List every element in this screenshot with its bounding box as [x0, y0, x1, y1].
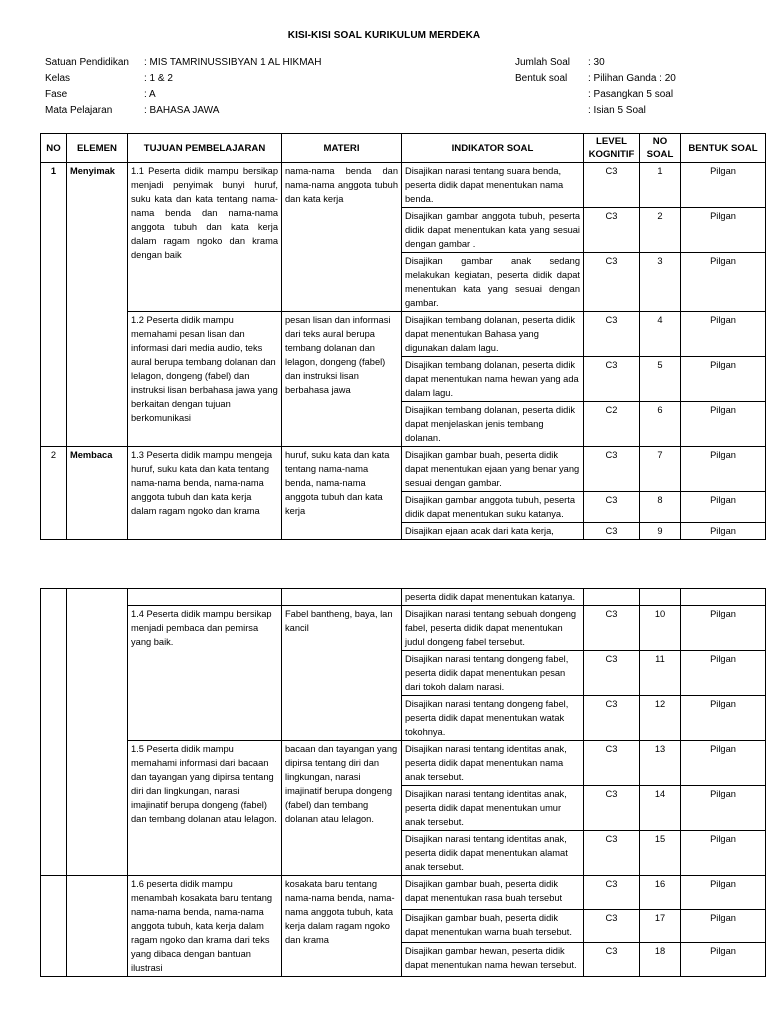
no-soal-cell [640, 589, 681, 606]
level-cell: C3 [584, 909, 640, 943]
bentuk-cell: Pilgan [681, 208, 766, 253]
indikator-cell: Disajikan narasi tentang identitas anak, peserta didik dapat menentukan nama anak tersebut. [402, 741, 584, 786]
indikator-cell: Disajikan tembang dolanan, peserta didik dapat menentukan nama hewan yang ada dalam lagu. [402, 357, 584, 402]
info-value: : 1 & 2 [144, 73, 173, 84]
header-indikator: INDIKATOR SOAL [402, 134, 584, 163]
bentuk-cell: Pilgan [681, 786, 766, 831]
materi-cell: pesan lisan dan informasi dari teks aural berupa tembang dolanan dan lelagon, dongeng (fabel) dan instruksi lisan berbahasa jawa [282, 312, 402, 447]
header-materi: MATERI [282, 134, 402, 163]
no-soal-cell: 5 [640, 357, 681, 402]
elemen-cell: Membaca [67, 447, 128, 540]
tujuan-cell: 1.3 Peserta didik mampu mengeja huruf, suku kata dan kata tentang nama-nama benda, nama-nama anggota tubuh dan kata kerja dalam ragam ngoko dan krama [128, 447, 282, 540]
info-row [515, 103, 676, 119]
level-cell: C3 [584, 447, 640, 492]
indikator-cell: Disajikan gambar buah, peserta didik dapat menentukan ejaan yang benar yang sesuai dengan gambar. [402, 447, 584, 492]
bentuk-cell: Pilgan [681, 447, 766, 492]
table-row [41, 447, 766, 492]
indikator-cell: Disajikan gambar anggota tubuh, peserta didik dapat menentukan suku katanya. [402, 492, 584, 523]
elemen-cell [67, 876, 128, 977]
indikator-cell: Disajikan narasi tentang dongeng fabel, peserta didik dapat menentukan pesan dari tokoh dalam narasi. [402, 651, 584, 696]
info-label: Jumlah Soal [515, 57, 571, 68]
elemen-cell [67, 589, 128, 876]
indikator-cell: Disajikan tembang dolanan, peserta didik dapat menjelaskan jenis tembang dolanan. [402, 402, 584, 447]
row-number: 1 [41, 163, 67, 447]
elemen-cell: Menyimak [67, 163, 128, 447]
header-no-soal: NO SOAL [640, 134, 681, 163]
no-soal-cell: 7 [640, 447, 681, 492]
level-cell: C3 [584, 357, 640, 402]
materi-cell: kosakata baru tentang nama-nama benda, nama-nama anggota tubuh, kata kerja dalam ragam ngoko dan krama [282, 876, 402, 977]
table-header-row [41, 134, 766, 163]
row-number: 2 [41, 447, 67, 540]
table-row [41, 312, 766, 357]
info-label: Fase [45, 89, 68, 100]
info-row [45, 55, 321, 71]
header-bentuk: BENTUK SOAL [681, 134, 766, 163]
info-label: Satuan Pendidikan [45, 57, 129, 68]
indikator-cell: Disajikan gambar anak sedang melakukan kegiatan, peserta didik dapat menentukan kata yang sesuai dengan gambar. [402, 253, 584, 312]
level-cell: C3 [584, 651, 640, 696]
no-soal-cell: 14 [640, 786, 681, 831]
level-cell: C3 [584, 523, 640, 540]
table-row [41, 589, 766, 606]
no-soal-cell: 18 [640, 943, 681, 977]
header-elemen: ELEMEN [67, 134, 128, 163]
info-row [45, 87, 321, 103]
row-number [41, 876, 67, 977]
level-cell [584, 589, 640, 606]
no-soal-cell: 2 [640, 208, 681, 253]
info-label [515, 87, 588, 103]
level-cell: C3 [584, 786, 640, 831]
header-tujuan: TUJUAN PEMBELAJARAN [128, 134, 282, 163]
indikator-cell: Disajikan narasi tentang sebuah dongeng fabel, peserta didik dapat menentukan judul dongeng fabel tersebut. [402, 606, 584, 651]
info-value: : Pilihan Ganda : 20 [588, 73, 676, 84]
materi-cell: Fabel bantheng, baya, lan kancil [282, 606, 402, 741]
level-cell: C3 [584, 253, 640, 312]
no-soal-cell: 17 [640, 909, 681, 943]
level-cell: C3 [584, 831, 640, 876]
indikator-cell: Disajikan narasi tentang dongeng fabel, peserta didik dapat menentukan watak tokohnya. [402, 696, 584, 741]
info-row [45, 71, 321, 87]
no-soal-cell: 10 [640, 606, 681, 651]
info-value: : 30 [588, 57, 605, 68]
level-cell: C3 [584, 606, 640, 651]
info-value: : MIS TAMRINUSSIBYAN 1 AL HIKMAH [144, 57, 322, 68]
header-level: LEVEL KOGNITIF [584, 134, 640, 163]
bentuk-cell: Pilgan [681, 163, 766, 208]
bentuk-cell [681, 589, 766, 606]
info-label: Kelas [45, 73, 71, 84]
header-no: NO [41, 134, 67, 163]
info-row [45, 103, 321, 119]
table-row [41, 163, 766, 208]
bentuk-cell: Pilgan [681, 876, 766, 910]
info-label [515, 103, 588, 119]
level-cell: C2 [584, 402, 640, 447]
table-row [41, 606, 766, 651]
tujuan-cell: 1.2 Peserta didik mampu memahami pesan lisan dan informasi dari media audio, teks aural berupa tembang dolanan dan lelagon, dongeng (fabel) dan instruksi lisan berbahasa jawa yang berkaitan dengan tujuan berkomunikasi [128, 312, 282, 447]
level-cell: C3 [584, 696, 640, 741]
bentuk-cell: Pilgan [681, 696, 766, 741]
indikator-cell: Disajikan narasi tentang suara benda, peserta didik dapat menentukan nama benda. [402, 163, 584, 208]
indikator-cell: Disajikan tembang dolanan, peserta didik dapat menentukan Bahasa yang digunakan dalam lagu. [402, 312, 584, 357]
no-soal-cell: 13 [640, 741, 681, 786]
no-soal-cell: 9 [640, 523, 681, 540]
materi-cell: bacaan dan tayangan yang dipirsa tentang diri dan lingkungan, narasi imajinatif berupa dongeng (fabel) dan tembang dolanan atau lelagon. [282, 741, 402, 876]
level-cell: C3 [584, 741, 640, 786]
indikator-cell: Disajikan gambar buah, peserta didik dapat menentukan rasa buah tersebut [402, 876, 584, 910]
bentuk-cell: Pilgan [681, 651, 766, 696]
indikator-cell: Disajikan narasi tentang identitas anak, peserta didik dapat menentukan alamat anak tersebut. [402, 831, 584, 876]
indikator-cell: Disajikan gambar hewan, peserta didik dapat menentukan nama hewan tersebut. [402, 943, 584, 977]
level-cell: C3 [584, 312, 640, 357]
no-soal-cell: 15 [640, 831, 681, 876]
bentuk-cell: Pilgan [681, 909, 766, 943]
indikator-cell: Disajikan ejaan acak dari kata kerja, [402, 523, 584, 540]
bentuk-cell: Pilgan [681, 312, 766, 357]
bentuk-cell: Pilgan [681, 253, 766, 312]
kisi-kisi-table-continued [40, 588, 766, 977]
no-soal-cell: 12 [640, 696, 681, 741]
no-soal-cell: 3 [640, 253, 681, 312]
indikator-cell: Disajikan narasi tentang identitas anak, peserta didik dapat menentukan umur anak tersebut. [402, 786, 584, 831]
tujuan-cell: 1.4 Peserta didik mampu bersikap menjadi pembaca dan pemirsa yang baik. [128, 606, 282, 741]
info-value: : A [144, 89, 156, 100]
level-cell: C3 [584, 492, 640, 523]
level-cell: C3 [584, 208, 640, 253]
no-soal-cell: 1 [640, 163, 681, 208]
table-row [41, 876, 766, 910]
identity-left [45, 55, 321, 119]
info-label: Mata Pelajaran [45, 105, 113, 116]
materi-cell [282, 589, 402, 606]
no-soal-cell: 16 [640, 876, 681, 910]
info-value: : Isian 5 Soal [588, 105, 646, 116]
table-row [41, 741, 766, 786]
no-soal-cell: 8 [640, 492, 681, 523]
info-row [515, 87, 676, 103]
indikator-cell: Disajikan gambar buah, peserta didik dapat menentukan warna buah tersebut. [402, 909, 584, 943]
bentuk-cell: Pilgan [681, 402, 766, 447]
info-row [515, 71, 676, 87]
row-number [41, 589, 67, 876]
bentuk-cell: Pilgan [681, 741, 766, 786]
bentuk-cell: Pilgan [681, 943, 766, 977]
materi-cell: nama-nama benda dan nama-nama anggota tubuh dan kata kerja [282, 163, 402, 312]
materi-cell: huruf, suku kata dan kata tentang nama-nama benda, nama-nama anggota tubuh dan kata kerja [282, 447, 402, 540]
indikator-cell: peserta didik dapat menentukan katanya. [402, 589, 584, 606]
level-cell: C3 [584, 163, 640, 208]
indikator-cell: Disajikan gambar anggota tubuh, peserta didik dapat menentukan kata yang sesuai dengan gambar . [402, 208, 584, 253]
bentuk-cell: Pilgan [681, 606, 766, 651]
identity-right [515, 55, 676, 119]
info-value: : Pasangkan 5 soal [588, 89, 674, 100]
level-cell: C3 [584, 943, 640, 977]
tujuan-cell: 1.5 Peserta didik mampu memahami informasi dari bacaan dan tayangan yang dipirsa tentang diri dan lingkungan, narasi imajinatif berupa dongeng (fabel) dan tembang dolanan atau lelagon. [128, 741, 282, 876]
bentuk-cell: Pilgan [681, 831, 766, 876]
bentuk-cell: Pilgan [681, 492, 766, 523]
bentuk-cell: Pilgan [681, 357, 766, 402]
no-soal-cell: 11 [640, 651, 681, 696]
info-label: Bentuk soal [515, 73, 568, 84]
tujuan-cell: 1.6 peserta didik mampu menambah kosakata baru tentang nama-nama benda, nama-nama anggota tubuh, kata kerja dalam ragam ngoko dan krama dari teks yang dibaca dengan bantuan ilustrasi [128, 876, 282, 977]
info-value: : BAHASA JAWA [144, 105, 220, 116]
no-soal-cell: 6 [640, 402, 681, 447]
tujuan-cell [128, 589, 282, 606]
bentuk-cell: Pilgan [681, 523, 766, 540]
info-row [515, 55, 676, 71]
tujuan-cell: 1.1 Peserta didik mampu bersikap menjadi penyimak bunyi huruf, suku kata dan kata tentang nama-nama benda dan nama-nama anggota tubuh dan kata kerja dalam ragam ngoko dan krama dengan baik [128, 163, 282, 312]
document-title: KISI-KISI SOAL KURIKULUM MERDEKA [287, 30, 481, 41]
no-soal-cell: 4 [640, 312, 681, 357]
level-cell: C3 [584, 876, 640, 910]
kisi-kisi-table [40, 133, 766, 540]
